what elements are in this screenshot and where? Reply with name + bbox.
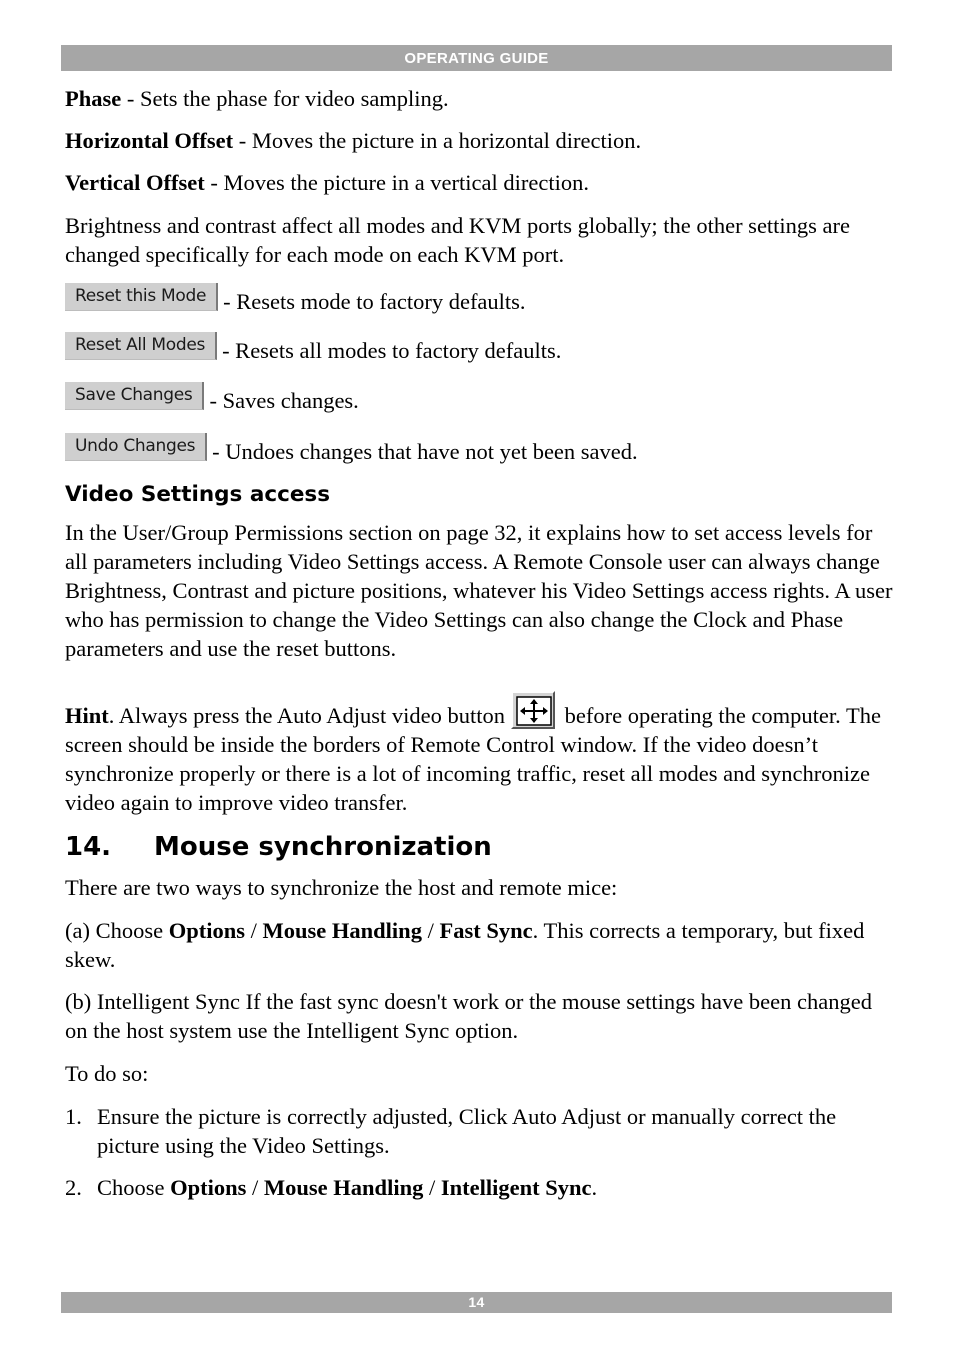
- page-number: 14: [468, 1294, 485, 1310]
- header-title: OPERATING GUIDE: [404, 50, 549, 67]
- header-bar: [61, 45, 892, 71]
- step-number: 1.: [65, 1104, 82, 1129]
- option-a-prefix: (a) Choose: [65, 918, 169, 943]
- path-separator: /: [245, 918, 263, 943]
- hint-text-after: before operating the computer. The screen should be inside the borders of Remote Control window. If the video doesn’t synchronize properly or there is a lot of incoming traffic, reset all modes and synchronize video again to improve video transfer.: [65, 703, 881, 815]
- definition-term: Horizontal Offset: [65, 128, 234, 153]
- definition-term: Phase: [65, 86, 122, 111]
- path-separator: /: [246, 1175, 264, 1200]
- button-description: - Resets all modes to factory defaults.: [222, 338, 562, 363]
- reset-this-mode-button[interactable]: Reset this Mode: [65, 283, 218, 311]
- menu-path-item: Fast Sync: [439, 918, 533, 943]
- step-text: [97, 1173, 597, 1202]
- list-item: [65, 1102, 895, 1160]
- button-row-save-changes: [65, 382, 895, 415]
- option-a-suffix: . This corrects a temporary, but fixed skew.: [65, 918, 865, 972]
- definition-text: - Sets the phase for video sampling.: [121, 86, 449, 111]
- definition-term: Vertical Offset: [65, 170, 205, 195]
- steps-list: [65, 1102, 895, 1202]
- step-suffix: .: [591, 1175, 598, 1200]
- global-note: Brightness and contrast affect all modes and KVM ports globally; the other settings are changed specifically for each mode on each KVM port.: [65, 213, 851, 267]
- list-item: [65, 1173, 895, 1202]
- video-settings-access-heading: Video Settings access: [65, 482, 331, 507]
- button-description: - Undoes changes that have not yet been saved.: [212, 439, 638, 464]
- button-row-undo-changes: [65, 433, 895, 466]
- button-row-reset-all-modes: [65, 332, 895, 365]
- definition-phase: [65, 84, 895, 113]
- menu-path-item: Mouse Handling: [263, 1175, 424, 1200]
- menu-path-item: Intelligent Sync: [440, 1175, 592, 1200]
- auto-adjust-icon[interactable]: [511, 691, 555, 729]
- definition-vertical-offset: [65, 168, 895, 197]
- button-row-reset-this-mode: [65, 283, 895, 316]
- definition-horizontal-offset: [65, 126, 895, 155]
- button-description: - Saves changes.: [209, 388, 359, 413]
- footer-bar: [61, 1292, 892, 1313]
- definition-text: - Moves the picture in a horizontal direction.: [233, 128, 642, 153]
- to-do-so: To do so:: [65, 1061, 149, 1086]
- section-title: Mouse synchronization: [154, 832, 492, 862]
- hint-label: Hint: [65, 703, 109, 728]
- button-description: - Resets mode to factory defaults.: [223, 289, 526, 314]
- option-a: [65, 916, 895, 974]
- save-changes-button[interactable]: Save Changes: [65, 382, 204, 410]
- section-number: 14.: [65, 832, 112, 862]
- step-text: Ensure the picture is correctly adjusted, Click Auto Adjust or manually correct the picture using the Video Settings.: [97, 1104, 837, 1158]
- menu-path-item: Mouse Handling: [262, 918, 422, 943]
- hint-text-before: . Always press the Auto Adjust video button: [108, 703, 506, 728]
- option-b: (b) Intelligent Sync If the fast sync doesn't work or the mouse settings have been changed on the host system use the Intelligent Sync option.: [65, 989, 872, 1043]
- section-heading: [65, 829, 895, 865]
- auto-adjust-glyph: [516, 696, 552, 726]
- reset-all-modes-button[interactable]: Reset All Modes: [65, 332, 217, 360]
- menu-path-item: Options: [168, 918, 246, 943]
- step-number: 2.: [65, 1175, 82, 1200]
- definition-text: - Moves the picture in a vertical direction.: [204, 170, 589, 195]
- path-separator: /: [421, 918, 440, 943]
- page-content: [65, 84, 895, 1202]
- section-intro: There are two ways to synchronize the host and remote mice:: [65, 875, 618, 900]
- menu-path-item: Options: [170, 1175, 247, 1200]
- undo-changes-button[interactable]: Undo Changes: [65, 433, 207, 461]
- video-settings-access-body: In the User/Group Permissions section on page 32, it explains how to set access levels for all parameters including Video Settings access. A Remote Console user can always change Brightness, Contrast and picture positions, whatever his Video Settings access rights. A user who has permission to change the Video Settings can also change the Clock and Phase parameters and use the reset buttons.: [65, 520, 893, 661]
- step-prefix: Choose: [97, 1175, 171, 1200]
- hint-paragraph: [65, 691, 895, 817]
- path-separator: /: [423, 1175, 441, 1200]
